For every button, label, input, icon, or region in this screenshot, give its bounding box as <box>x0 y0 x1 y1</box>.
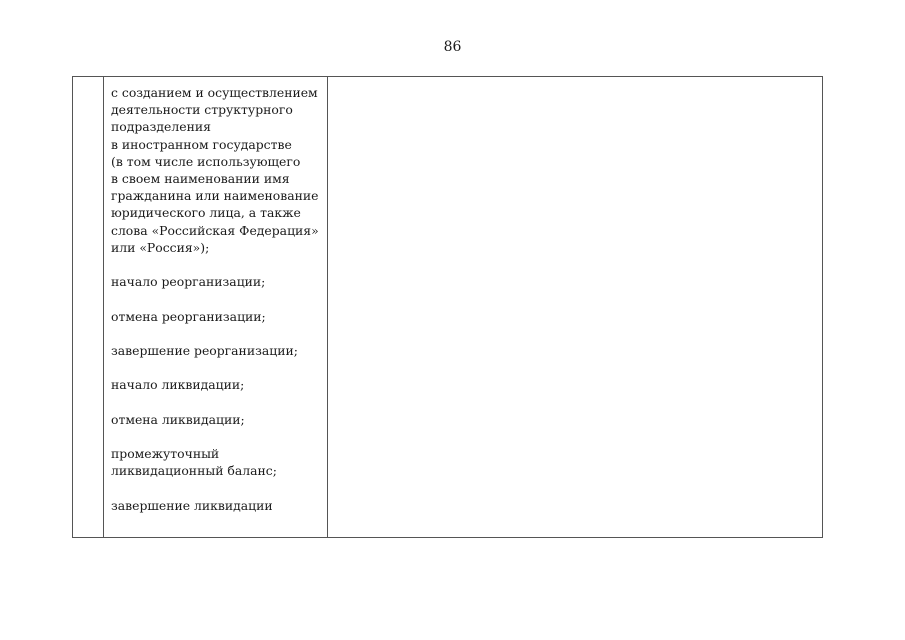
text-line: в иностранном государстве <box>111 136 292 152</box>
paragraph-reorganization-end <box>111 342 323 359</box>
text-line: деятельности структурного <box>111 102 293 118</box>
text-line: начало реорганизации; <box>111 274 266 290</box>
paragraph-liquidation-end <box>111 497 323 514</box>
text-line: подразделения <box>111 119 211 135</box>
text-line: отмена ликвидации; <box>111 411 245 427</box>
text-line: в своем наименовании имя <box>111 171 290 187</box>
text-line: юридического лица, а также <box>111 205 301 221</box>
paragraph-liquidation-start <box>111 376 323 393</box>
text-line: промежуточный <box>111 446 220 462</box>
text-line: ликвидационный баланс; <box>111 463 277 479</box>
paragraph-structural-unit <box>111 84 323 256</box>
paragraph-interim-balance <box>111 445 323 479</box>
text-line: (в том числе использующего <box>111 153 301 169</box>
document-table <box>72 76 823 538</box>
table-cell-number <box>73 77 104 537</box>
text-line: отмена реорганизации; <box>111 308 266 324</box>
text-line: с созданием и осуществлением <box>111 85 318 100</box>
paragraph-reorganization-cancel <box>111 308 323 325</box>
table-cell-empty <box>328 77 822 537</box>
text-line: слова «Российская Федерация» <box>111 222 319 238</box>
text-line: завершение ликвидации <box>111 497 273 513</box>
text-line: начало ликвидации; <box>111 377 245 393</box>
text-line: гражданина или наименование <box>111 188 319 204</box>
page-number: 86 <box>443 39 462 55</box>
description-text <box>111 84 323 514</box>
paragraph-reorganization-start <box>111 273 323 290</box>
text-line: или «Россия»); <box>111 239 210 255</box>
paragraph-liquidation-cancel <box>111 411 323 428</box>
text-line: завершение реорганизации; <box>111 343 298 358</box>
